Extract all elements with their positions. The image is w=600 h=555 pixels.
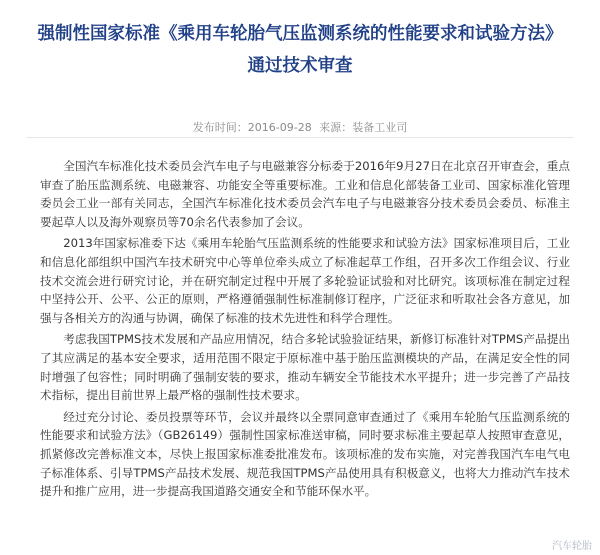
- article-title-line1: 强制性国家标准《乘用车轮胎气压监测系统的性能要求和试验方法》: [37, 24, 563, 44]
- watermark: 汽车轮胎: [552, 541, 592, 552]
- paragraph: 2013年国家标准委下达《乘用车轮胎气压监测系统的性能要求和试验方法》国家标准项目后，工业和信息化部组织中国汽车技术研究中心等单位牵头成立了标准起草工作组，召开多次工作组会议、行业技术交流会进行研究讨论，并在研究制定过程中开展了多轮验证试验和对比研究。该项标准在制定过程中坚持公开、公平、公正的原则，严格遵循强制性标准制修订程序，广泛征求和听取社会各方意见，加强与各相关方的沟通与协调，确保了标准的技术先进性和科学合理性。: [40, 236, 570, 325]
- article-body: [40, 157, 570, 504]
- article-source: 来源：装备工业司: [319, 121, 408, 134]
- paragraph: 考虑我国TPMS技术发展和产品应用情况，结合多轮试验验证结果，新修订标准针对TPMS产品提出了其应满足的基本安全要求，适用范围不限定于原标准中基于胎压监测模块的产品，在满足安全性的同时增强了包容性；同时明确了强制安装的要求，推动车辆安全节能技术水平提升；进一步完善了产品技术指标，提出目前世界上最严格的强制性技术要求。: [40, 332, 570, 403]
- article-title-line2: 通过技术审查: [247, 56, 353, 76]
- publish-time: 发布时间：2016-09-28: [192, 121, 312, 134]
- paragraph: 全国汽车标准化技术委员会汽车电子与电磁兼容分标委于2016年9月27日在北京召开审查会，重点审查了胎压监测系统、电磁兼容、功能安全等重要标准。工业和信息化部装备工业司、国家标准化管理委员会工业一部有关同志，全国汽车标准化技术委员会汽车电子与电磁兼容分技术委员会委员、标准主要起草人以及海外观察员等70余名代表参加了会议。: [40, 159, 570, 229]
- article-meta: [0, 119, 600, 135]
- title-divider: [26, 137, 574, 138]
- paragraph: 经过充分讨论、委员投票等环节，会议并最终以全票同意审查通过了《乘用车轮胎气压监测系统的性能要求和试验方法》（GB26149）强制性国家标准送审稿，同时要求标准主要起草人按照审查意见，抓紧修改完善标准文本，尽快上报国家标准委批准发布。该项标准的发布实施，对完善我国汽车电气电子标准体系、引导TPMS产品技术发展、规范我国TPMS产品使用具有积极意义，也将大力推动汽车技术提升和推广应用，进一步提高我国道路交通安全和节能环保水平。: [40, 409, 570, 499]
- article-title: [0, 18, 600, 82]
